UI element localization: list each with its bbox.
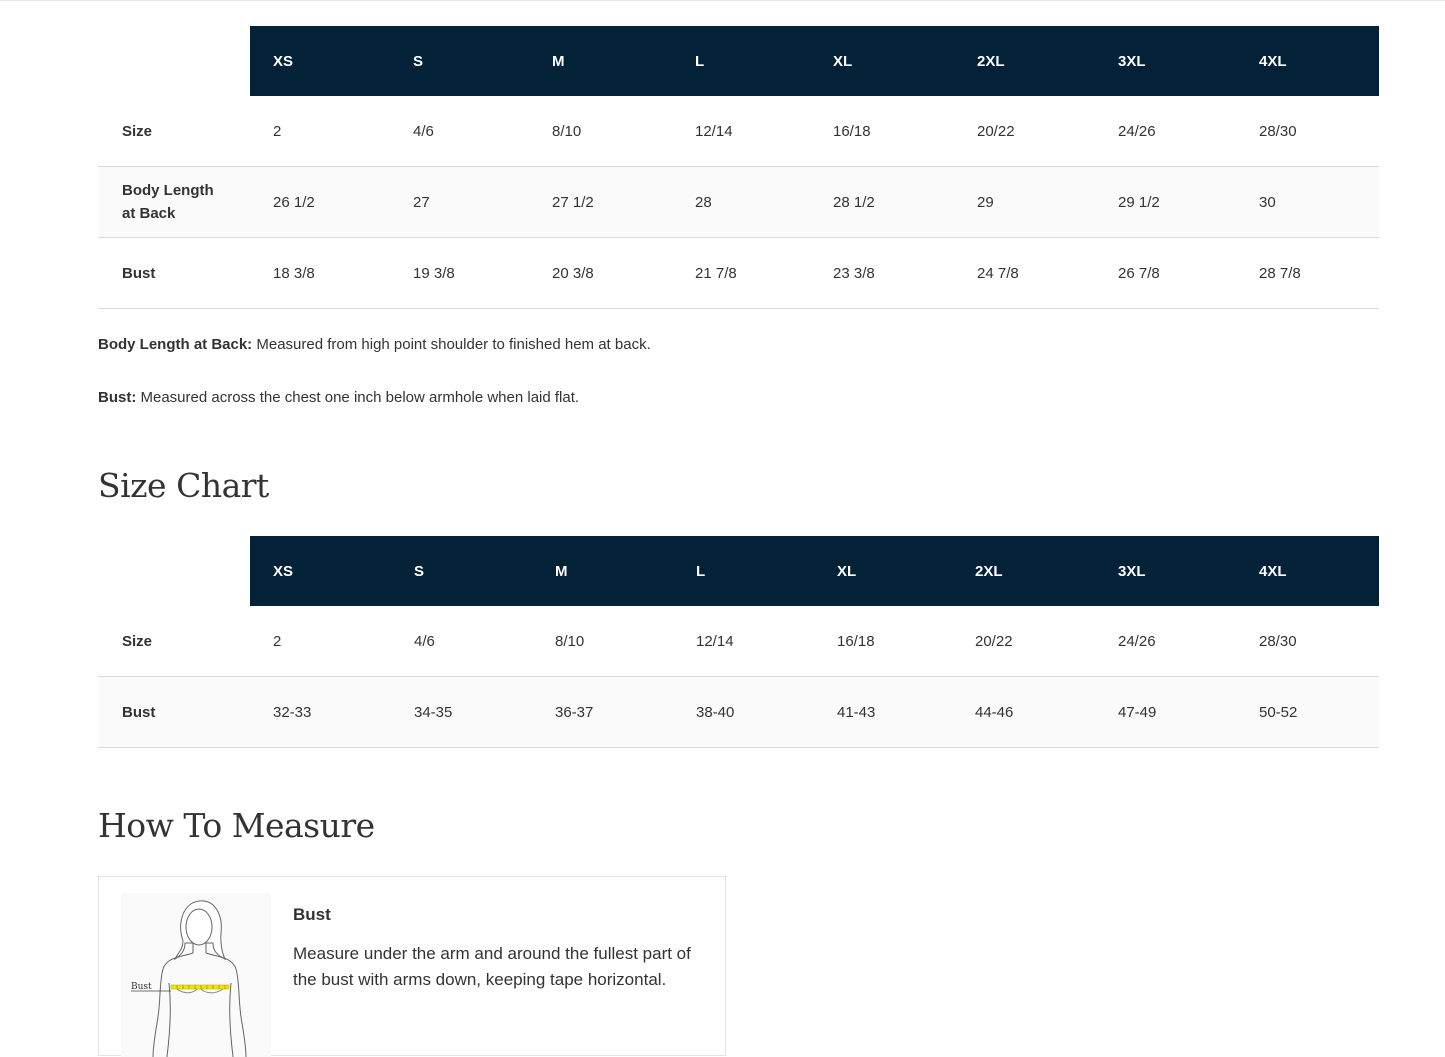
note-text: Measured across the chest one inch below armhole when laid flat. — [136, 389, 580, 406]
header-cell: XL — [814, 536, 952, 606]
bust-figure-illustration — [121, 893, 271, 1057]
header-cell: XS — [250, 26, 390, 96]
header-cell: M — [529, 26, 672, 96]
table-header-row — [98, 26, 1379, 96]
table-cell: 18 3/8 — [250, 238, 390, 309]
note-term: Bust: — [98, 389, 137, 406]
header-cell: XL — [810, 26, 954, 96]
header-blank-cell — [98, 536, 250, 606]
table-cell: 32-33 — [250, 677, 391, 748]
table-cell: 4/6 — [391, 606, 532, 677]
table-row — [98, 167, 1379, 238]
size-chart-table — [98, 536, 1379, 748]
table-row — [98, 96, 1379, 167]
header-cell: S — [390, 26, 529, 96]
header-blank-cell — [98, 26, 250, 96]
table-cell: 23 3/8 — [810, 238, 954, 309]
table-cell: 44-46 — [952, 677, 1095, 748]
measure-item-text: Measure under the arm and around the fullest part of the bust with arms down, keeping tape horizontal. — [293, 944, 691, 989]
measure-card-bust — [98, 876, 726, 1056]
table-cell: 19 3/8 — [390, 238, 529, 309]
header-cell: XS — [250, 536, 391, 606]
measurements-table — [98, 26, 1379, 309]
table-cell: 38-40 — [673, 677, 814, 748]
table-cell: 28 — [672, 167, 810, 238]
table-cell: 34-35 — [391, 677, 532, 748]
table-cell: 29 — [954, 167, 1095, 238]
table-cell: 20/22 — [954, 96, 1095, 167]
table-cell: 2 — [250, 606, 391, 677]
note-term: Body Length at Back: — [98, 336, 253, 353]
header-cell: 3XL — [1095, 26, 1236, 96]
table-cell: 21 7/8 — [672, 238, 810, 309]
table-cell: 28 7/8 — [1236, 238, 1379, 309]
table-cell: 28/30 — [1236, 606, 1379, 677]
table-cell: 4/6 — [390, 96, 529, 167]
header-cell: M — [532, 536, 673, 606]
table-cell: 24 7/8 — [954, 238, 1095, 309]
header-cell: L — [673, 536, 814, 606]
header-cell: 3XL — [1095, 536, 1236, 606]
how-to-measure-title: How To Measure — [98, 806, 375, 845]
table-cell: 20/22 — [952, 606, 1095, 677]
note-text: Measured from high point shoulder to finished hem at back. — [252, 336, 651, 353]
top-divider — [0, 0, 1445, 1]
table-cell: 27 1/2 — [529, 167, 672, 238]
note-body-length — [98, 336, 651, 353]
table-header-row — [98, 536, 1379, 606]
table-cell: 8/10 — [529, 96, 672, 167]
row-label: Bust — [98, 677, 250, 748]
table-row — [98, 238, 1379, 309]
table-cell: 28 1/2 — [810, 167, 954, 238]
table-cell: 12/14 — [673, 606, 814, 677]
table-cell: 36-37 — [532, 677, 673, 748]
note-bust — [98, 389, 579, 406]
header-cell: L — [672, 26, 810, 96]
table-row — [98, 606, 1379, 677]
size-chart-title: Size Chart — [98, 466, 269, 505]
header-cell: 2XL — [954, 26, 1095, 96]
table-cell: 30 — [1236, 167, 1379, 238]
row-label: Size — [98, 96, 250, 167]
table-cell: 12/14 — [672, 96, 810, 167]
table-cell: 26 7/8 — [1095, 238, 1236, 309]
header-cell: 2XL — [952, 536, 1095, 606]
table-cell: 16/18 — [814, 606, 952, 677]
table-cell: 24/26 — [1095, 606, 1236, 677]
table-cell: 8/10 — [532, 606, 673, 677]
table-cell: 2 — [250, 96, 390, 167]
table-cell: 50-52 — [1236, 677, 1379, 748]
table-cell: 26 1/2 — [250, 167, 390, 238]
table-cell: 47-49 — [1095, 677, 1236, 748]
measure-item-title: Bust — [293, 905, 331, 924]
header-cell: 4XL — [1236, 536, 1379, 606]
row-label: Body Length at Back — [98, 167, 250, 238]
header-cell: S — [391, 536, 532, 606]
table-cell: 29 1/2 — [1095, 167, 1236, 238]
table-row — [98, 677, 1379, 748]
table-cell: 41-43 — [814, 677, 952, 748]
header-cell: 4XL — [1236, 26, 1379, 96]
figure-label: Bust — [131, 982, 152, 992]
table-cell: 16/18 — [810, 96, 954, 167]
table-cell: 20 3/8 — [529, 238, 672, 309]
row-label: Bust — [98, 238, 250, 309]
row-label: Size — [98, 606, 250, 677]
table-cell: 28/30 — [1236, 96, 1379, 167]
table-cell: 24/26 — [1095, 96, 1236, 167]
table-cell: 27 — [390, 167, 529, 238]
